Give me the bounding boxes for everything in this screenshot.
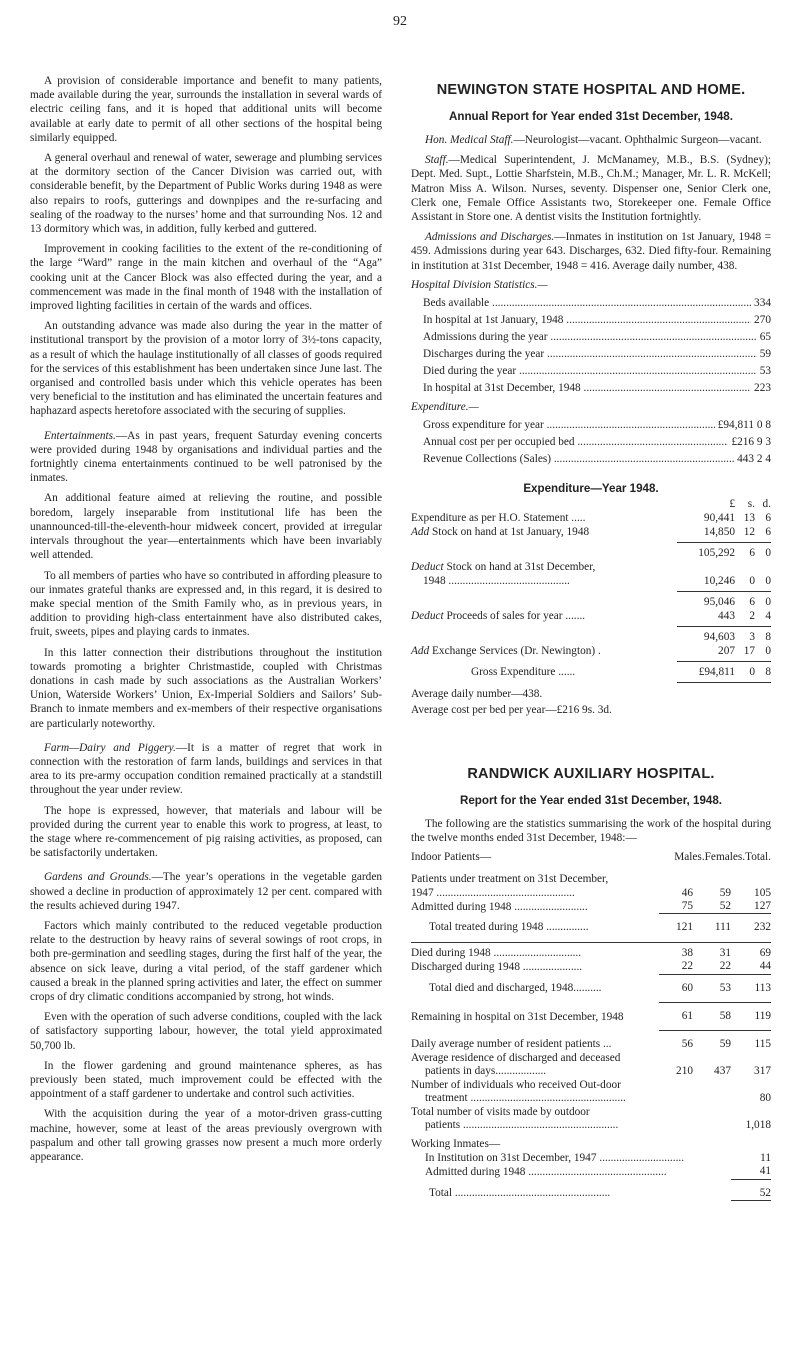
row-label: Total number of visits made by outdoor xyxy=(411,1105,590,1118)
total: 127 xyxy=(731,900,771,914)
paragraph: A provision of considerable importance and benefit to many patients, made available during the year, surrounds the installation in several wards of electric ceiling fans, and it is hoped that additional units will become available at early date to permit of all other sections of the hospital being similarly equipped. xyxy=(30,75,382,144)
stats-row xyxy=(411,346,771,363)
males: 210 xyxy=(676,1065,693,1078)
expenditure-row-value: £94,811 0 8 xyxy=(717,418,771,431)
paragraph: To all members of parties who have so contributed in affording pleasure to our inmates grateful thanks are expressed and, in this regard, it is desired to make special mention of the Smith Family who, as in previous years, in addition to providing high-class entertainment have also distributed cakes, fruit, sweets, pipes and playing cards to inmates. xyxy=(30,569,382,639)
row-label: Total ....................................................... xyxy=(429,1187,611,1200)
row-label-text: treatment xyxy=(425,1092,468,1105)
money-total-label: Gross Expenditure ...... xyxy=(471,665,576,678)
money-subtotal xyxy=(411,546,771,560)
table-row xyxy=(411,1003,771,1031)
money-row xyxy=(411,525,771,539)
stats-list xyxy=(411,295,771,397)
pounds: 207 xyxy=(718,644,735,657)
average-daily-number: Average daily number—438. xyxy=(411,687,543,700)
table-row xyxy=(411,887,771,900)
table-row xyxy=(411,1132,771,1151)
row-label-text: Admitted during 1948 xyxy=(411,900,512,913)
females: 111 xyxy=(714,921,731,934)
expenditure-list xyxy=(411,417,771,468)
expenditure-row-value: £216 9 3 xyxy=(731,435,771,448)
paragraph xyxy=(411,153,771,224)
shillings: 0 xyxy=(749,574,755,587)
money-row-label: Exchange Services (Dr. Newington) . xyxy=(429,644,601,657)
stats-row-label: Beds available ..... xyxy=(411,295,751,312)
stats-row xyxy=(411,363,771,380)
indoor-header xyxy=(411,851,771,863)
row-label: Total died and discharged, 1948.......... xyxy=(429,982,602,995)
table-row xyxy=(411,873,771,886)
paragraph: The following are the statistics summarising the work of the hospital during the twelve months ended 31st December, 1948:— xyxy=(411,817,771,845)
expenditure-row xyxy=(411,451,771,468)
pence: 0 xyxy=(765,546,771,559)
row-label: Patients under treatment on 31st December, xyxy=(411,873,609,886)
money-header xyxy=(411,497,771,511)
row-label-text: 1947 xyxy=(411,886,434,899)
total: 44 xyxy=(731,960,771,974)
paragraph: The hope is expressed, however, that materials and labour will be provided during the current year to enable this work to progress, at least, to the stage where re-commencement of pig raising activities, as proposed, can be satisfactorily undertaken. xyxy=(30,804,382,860)
admissions-label: Admissions and Discharges. xyxy=(425,231,555,244)
table-row xyxy=(411,1152,771,1165)
row-label: In Institution on 31st December, 1947 .............................. xyxy=(425,1151,685,1164)
row-label-text: Remaining in hospital on 31st December, 1948 xyxy=(411,1010,624,1023)
table-row xyxy=(411,1092,771,1105)
table-row xyxy=(411,960,771,974)
row-label: Average residence of discharged and deceased xyxy=(411,1051,621,1064)
stats-row-value: 334 xyxy=(754,296,771,309)
shillings: 12 xyxy=(743,525,755,538)
stats-row-label: Died during the year ..... xyxy=(411,363,757,380)
shillings: 6 xyxy=(749,595,755,608)
table-row xyxy=(411,942,771,960)
paragraph: Factors which mainly contributed to the reduced vegetable production relate to the destruction by heavy rains of several sowings of root crops, in both pre-germination and seedling stages, during the first half of the year, the absence on sick leave, during a vital period, of the staff gardener which caused a break in the planned spring activities and later, the effect on summer crops of dry climatic conditions accompanied by strong, hot winds. xyxy=(30,919,382,1003)
total: 115 xyxy=(754,1038,771,1051)
paragraph xyxy=(411,133,771,147)
newington-title: NEWINGTON STATE HOSPITAL AND HOME. xyxy=(436,82,746,98)
pence: 0 xyxy=(765,574,771,587)
row-label: 1947 ................................................. xyxy=(411,886,575,899)
females: 22 xyxy=(693,960,731,974)
row-label-text: Total xyxy=(429,1187,453,1200)
total: 80 xyxy=(759,1092,771,1105)
money-row xyxy=(411,560,771,574)
row-label: Number of individuals who received Out-door xyxy=(411,1078,621,1091)
females: 59 xyxy=(719,1038,731,1051)
total: 69 xyxy=(731,942,771,960)
hon-staff-label: Hon. Medical Staff. xyxy=(425,134,514,146)
paragraph-text: —As in past years, frequent Saturday evening concerts were provided during 1948 by organisations and individual parties and the fortnightly cinema entertainments continued to be well patronised by the inmates. xyxy=(30,429,382,485)
stats-row-value: 53 xyxy=(759,364,771,377)
shillings: 0 xyxy=(749,665,755,678)
paragraph: A general overhaul and renewal of water, sewerage and plumbing services at the dormitory section of the Cancer Division was carried out, with considerable benefit, by the Department of Public Works during 1948 as were also repairs to roofs, gutterings and downpipes and the re-surfacing and sealing of the roadway to the nurses’ home and that surrounding Nos. 12 and 13 dormitory which was, in addition, fully kerbed and guttered. xyxy=(30,152,382,236)
shillings: 2 xyxy=(749,609,755,622)
column-headings: Males.Females.Total. xyxy=(674,851,771,864)
stats-row-label: Discharges during the year ..... xyxy=(411,346,757,363)
pounds: 105,292 xyxy=(698,546,735,559)
sum-rule xyxy=(411,679,771,686)
shillings: 17 xyxy=(743,644,755,657)
row-label: patients in days.................. xyxy=(425,1065,547,1078)
stats-row-value: 223 xyxy=(754,381,771,394)
total: 41 xyxy=(731,1165,771,1179)
total: 113 xyxy=(731,974,771,1002)
paragraph: Even with the operation of such adverse conditions, coupled with the lack of satisfactory supporting labour, however, the total yield approximated 50,700 lb. xyxy=(30,1011,382,1052)
money-row xyxy=(411,574,771,588)
total: 232 xyxy=(754,921,771,934)
paragraph xyxy=(30,870,382,913)
row-label: Admitted during 1948 ................................................. xyxy=(425,1165,667,1178)
row-label-text: Died during 1948 xyxy=(411,946,491,959)
staff-label: Staff. xyxy=(425,154,449,167)
money-row xyxy=(411,609,771,623)
total: 317 xyxy=(754,1065,771,1078)
males: 121 xyxy=(676,921,693,934)
row-label-text: patients xyxy=(425,1118,461,1131)
pounds: 443 xyxy=(718,609,735,622)
left-column xyxy=(30,74,382,1170)
paragraph-text: —It is a matter of regret that work in connection with the restoration of farm lands, buildings and services in that area to its pre-army occupation condition remained practically at a standstill throughout the year under review. xyxy=(30,741,383,797)
total: 52 xyxy=(731,1179,771,1200)
paragraph-text: —The year’s operations in the vegetable garden showed a decline in production of approximately 12 per cent. compared with the results achieved during 1947. xyxy=(30,871,382,912)
stats-row xyxy=(411,380,771,397)
males: 60 xyxy=(659,974,693,1002)
pence: 8 xyxy=(765,630,771,643)
table-row xyxy=(411,900,771,914)
money-row-label: Stock on hand at 1st January, 1948 xyxy=(429,525,590,538)
pence: 0 xyxy=(765,644,771,657)
stats-row-value: 270 xyxy=(754,313,771,326)
row-label: Admitted during 1948 .......................... xyxy=(411,900,588,913)
paragraph-text: —Neurologist—vacant. Ophthalmic Surgeon—vacant. xyxy=(513,134,762,146)
pence: 8 xyxy=(765,665,771,678)
pence: 4 xyxy=(765,609,771,622)
randwick-table xyxy=(411,873,771,1201)
money-row-label: Stock on hand at 31st December, xyxy=(443,560,596,573)
expenditure-row xyxy=(411,417,771,434)
newington-subtitle: Annual Report for Year ended 31st December, 1948. xyxy=(449,110,733,123)
pence: 6 xyxy=(765,525,771,538)
sum-rule xyxy=(411,658,771,665)
total: 119 xyxy=(731,1003,771,1031)
section-heading-gardens: Gardens and Grounds. xyxy=(44,871,152,884)
stats-row xyxy=(411,329,771,346)
table-row xyxy=(411,1065,771,1078)
pence-header: d. xyxy=(762,497,771,510)
right-column xyxy=(411,74,771,1201)
money-row-label: Proceeds of sales for year ....... xyxy=(443,609,586,622)
row-label-text: Admitted during 1948 xyxy=(425,1165,526,1178)
paragraph xyxy=(30,429,382,486)
expenditure-row-label: Annual cost per per occupied bed ..... xyxy=(411,434,728,451)
table-row xyxy=(411,1119,771,1132)
females: 437 xyxy=(714,1065,731,1078)
stats-row-label: In hospital at 1st January, 1948 ..... xyxy=(411,312,751,329)
row-label: Daily average number of resident patients ... xyxy=(411,1038,612,1051)
money-subtotal xyxy=(411,630,771,644)
paragraph-text: —Medical Superintendent, J. McManamey, M.B., B.S. (Sydney); Dept. Med. Supt., Lottie Sharfstein, M.B., Ch.M.; Manager, Mr. L. R. McKell; Matron Miss A. Wilson. Nurses, seventy. Dispenser one, Senior Clerk one, Clerk one, Female Office Assistants two, Storekeeper one. Female Office Assistant in Store one. A dentist visits the Institution fortnightly. xyxy=(411,154,771,224)
working-inmates-label: Working Inmates— xyxy=(411,1138,501,1151)
paragraph xyxy=(411,230,771,273)
row-label xyxy=(411,1003,659,1031)
paragraph: With the acquisition during the year of a motor-driven grass-cutting machine, however, some at least of the areas previously overgrown with paspalum and other tall growing grasses now present a much more orderly appearance. xyxy=(30,1108,382,1164)
stats-row-label: Admissions during the year ..... xyxy=(411,329,757,346)
table-row xyxy=(411,914,771,942)
table-row xyxy=(411,1052,771,1065)
indoor-patients-label: Indoor Patients— xyxy=(411,851,492,864)
money-row xyxy=(411,511,771,525)
males: 61 xyxy=(659,1003,693,1031)
row-label: Discharged during 1948 ..................... xyxy=(411,960,583,973)
paragraph: An outstanding advance was made also during the year in the matter of institutional transport by the provision of a motor lorry of 3½-tons capacity, as a result of which the haulage institutionally of all classes of goods required for the services of this establishment has been undertaken since June last. The organised and controlled basis under which this vehicle operates has been very beneficial to the institution and has eliminated the uncertain features and haphazard aspects heretofore associated with the securing of supplies. xyxy=(30,320,382,418)
pounds-header: £ xyxy=(729,497,735,510)
paragraph: In this latter connection their distributions throughout the institution towards promoting a brighter Christmastide, coupled with Christmas donations in cash made by such associations as the Australian Workers’ Union, Waterside Workers’ Union, Ex-Imperial Soldiers and Sailors’ Sub-Branch to inmate members and ex-members of their respective organisations are particularly noteworthy. xyxy=(30,646,382,730)
pounds: 10,246 xyxy=(703,574,735,587)
shillings: 13 xyxy=(743,511,755,524)
sum-rule xyxy=(411,623,771,630)
females: 59 xyxy=(719,886,731,899)
shillings-header: s. xyxy=(747,497,755,510)
males: 46 xyxy=(681,886,693,899)
total: 11 xyxy=(760,1151,771,1164)
money-row-prefix: Deduct xyxy=(411,560,444,573)
row-label-text: Total died and discharged, 1948 xyxy=(429,982,574,995)
shillings: 3 xyxy=(749,630,755,643)
stats-row xyxy=(411,312,771,329)
money-row-label: Expenditure as per H.O. Statement ..... xyxy=(411,511,586,524)
females: 53 xyxy=(693,974,731,1002)
stats-row-label: In hospital at 31st December, 1948 ..... xyxy=(411,380,751,397)
stats-label: Hospital Division Statistics.— xyxy=(411,278,548,291)
pounds: £94,811 xyxy=(698,665,735,678)
table-row xyxy=(411,1079,771,1092)
row-label: Died during 1948 ............................... xyxy=(411,942,659,960)
money-row-prefix: Add xyxy=(411,644,430,657)
expenditure-year-title: Expenditure—Year 1948. xyxy=(523,481,659,495)
money-row-label: 1948 ........................................... xyxy=(423,574,570,587)
females: 31 xyxy=(693,942,731,960)
row-label: treatment ....................................................... xyxy=(425,1092,626,1105)
expenditure-row-label: Revenue Collections (Sales) ..... xyxy=(411,451,734,468)
stats-row xyxy=(411,295,771,312)
money-row-prefix: Deduct xyxy=(411,609,444,622)
paragraph xyxy=(30,741,382,798)
expenditure-label: Expenditure.— xyxy=(411,400,479,413)
pounds: 90,441 xyxy=(703,511,735,524)
pounds: 94,603 xyxy=(703,630,735,643)
expenditure-statement xyxy=(411,497,771,718)
table-row xyxy=(411,974,771,1002)
row-label: patients ....................................................... xyxy=(425,1118,619,1131)
average-cost-per-bed: Average cost per bed per year—£216 9s. 3d. xyxy=(411,703,612,716)
pounds: 14,850 xyxy=(703,525,735,538)
stats-row-value: 65 xyxy=(759,330,771,343)
money-subtotal xyxy=(411,595,771,609)
section-heading-entertainments: Entertainments. xyxy=(44,429,116,442)
pence: 6 xyxy=(765,511,771,524)
pence: 0 xyxy=(765,595,771,608)
money-total xyxy=(411,665,771,679)
row-label-text: Discharged during 1948 xyxy=(411,960,520,973)
row-label-text: In Institution on 31st December, 1947 xyxy=(425,1151,597,1164)
total: 1,018 xyxy=(745,1118,771,1131)
paragraph: Improvement in cooking facilities to the extent of the re-conditioning of the large “Ward” range in the main kitchen and overhaul of the “Aga” cooking unit at the Cancer Block was also effected during the year, and a commencement was made in the final month of 1948 with the installation of improved lighting facilities in certain of the wards and offices. xyxy=(30,243,382,313)
females: 58 xyxy=(693,1003,731,1031)
randwick-subtitle: Report for the Year ended 31st December, 1948. xyxy=(459,793,723,807)
shillings: 6 xyxy=(749,546,755,559)
paragraph: In the flower gardening and ground maintenance spheres, as has previously been stated, much improvement could be effected with the appointment of a staff gardener to undertake and control such activities. xyxy=(30,1059,382,1101)
expenditure-row xyxy=(411,434,771,451)
expenditure-row-value: 443 2 4 xyxy=(737,452,771,465)
row-label-text: patients in days xyxy=(425,1065,496,1078)
paragraph-text: —Inmates in institution on 1st January, 1948 = 459. Admissions during year 643. Discharges, 632. Died fifty-four. Remaining in institution at 31st December, 1948 = 416. Average daily number, 438. xyxy=(411,231,771,272)
males: 38 xyxy=(659,942,693,960)
money-row xyxy=(411,644,771,658)
males: 56 xyxy=(681,1038,693,1051)
table-row xyxy=(411,1165,771,1179)
sum-rule xyxy=(411,588,771,595)
total: 105 xyxy=(754,886,771,899)
males: 75 xyxy=(659,900,693,914)
sum-rule xyxy=(411,539,771,546)
stats-row-value: 59 xyxy=(759,347,771,360)
row-label-text: Total treated during 1948 xyxy=(429,921,544,934)
table-row xyxy=(411,1106,771,1119)
randwick-title: RANDWICK AUXILIARY HOSPITAL. xyxy=(467,765,715,782)
row-label: Total treated during 1948 ............... xyxy=(429,921,589,934)
males: 22 xyxy=(659,960,693,974)
females: 52 xyxy=(693,900,731,914)
money-row-prefix: Add xyxy=(411,525,430,538)
table-row xyxy=(411,1179,771,1200)
expenditure-row-label: Gross expenditure for year ..... xyxy=(411,417,715,434)
paragraph: An additional feature aimed at relieving the routine, and possible boredom, largely inseparable from institutional life has been the unannounced-till-the-eleventh-hour midweek concert, provided at irregular intervals throughout the year—entertainments which have been invariably well attended. xyxy=(30,492,382,562)
page-number: 92 xyxy=(393,14,407,29)
pounds: 95,046 xyxy=(703,595,735,608)
section-heading-farm: Farm—Dairy and Piggery. xyxy=(44,741,176,754)
table-row xyxy=(411,1031,771,1052)
